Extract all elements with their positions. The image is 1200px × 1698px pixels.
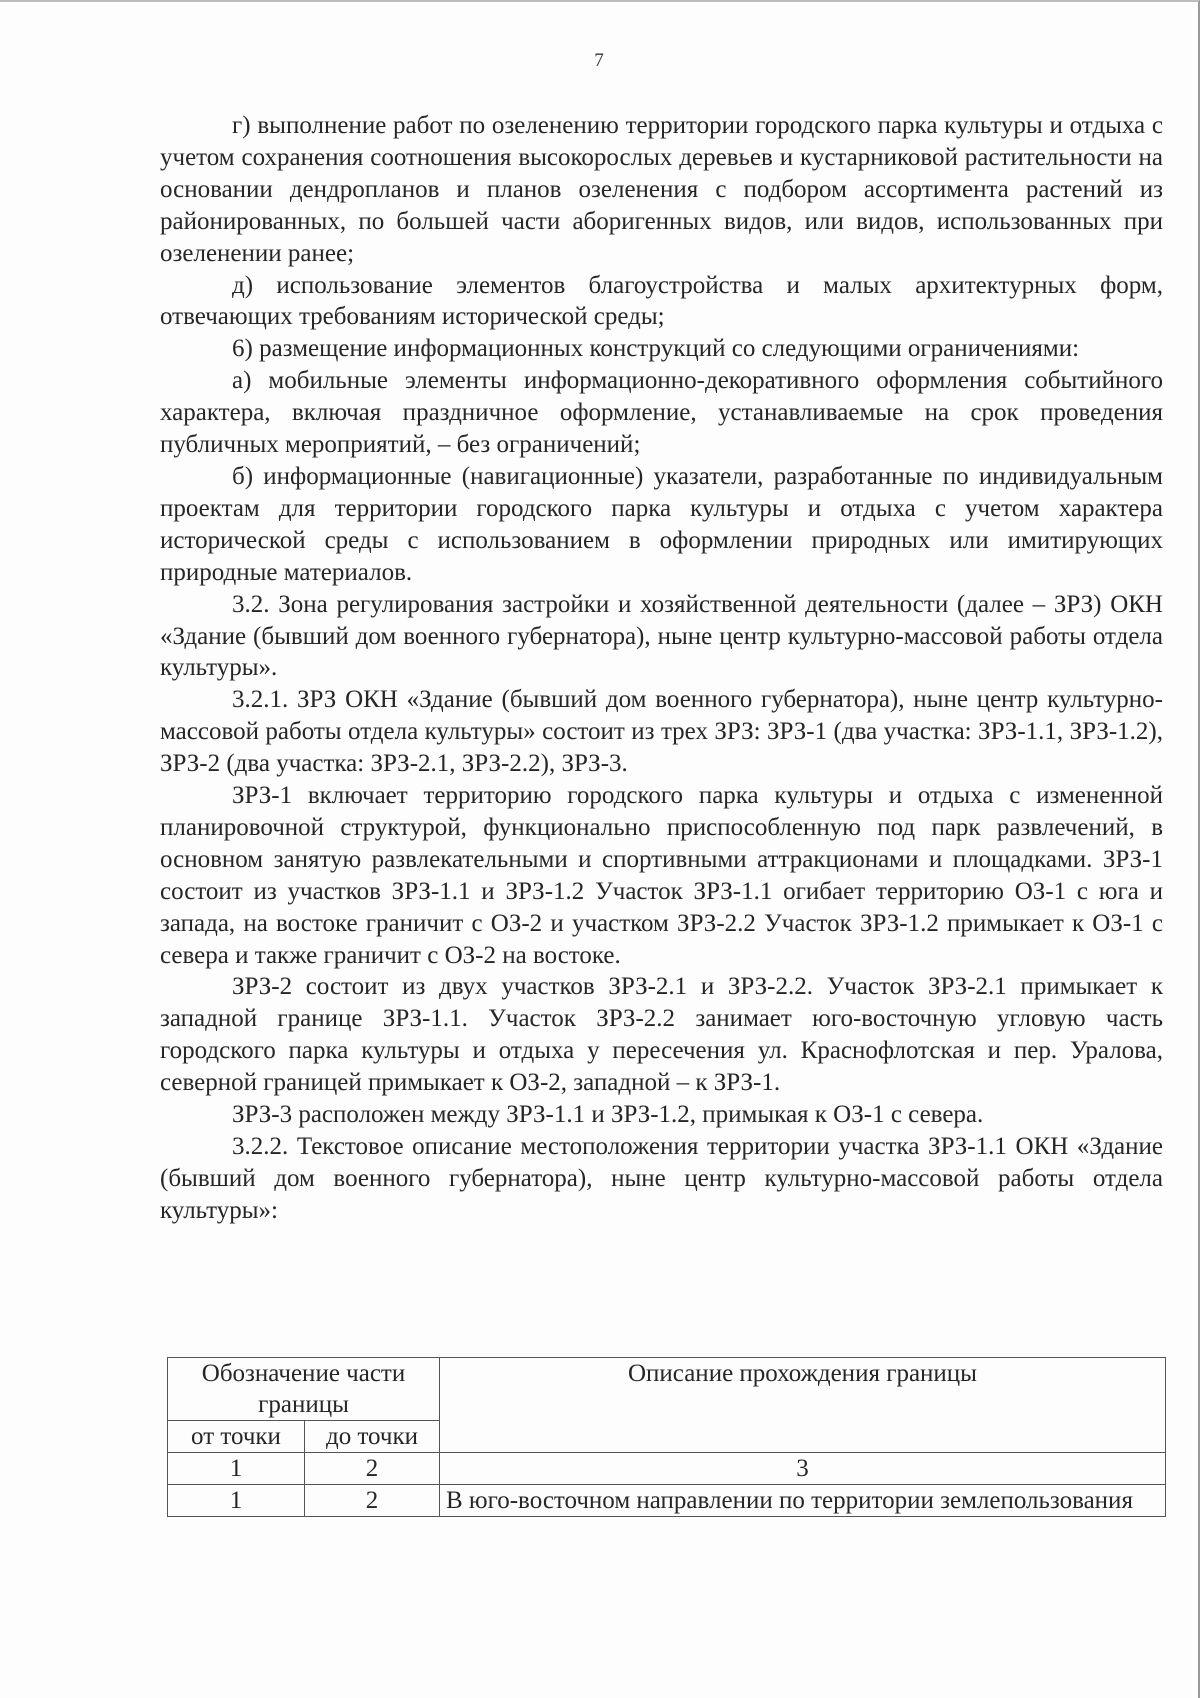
- paragraph-mobile-elements: а) мобильные элементы информационно-декоративного оформления событийного характера, включая праздничное оформление, устанавливаемые на срок проведения публичных мероприятий, – без ограничений;: [160, 367, 1163, 459]
- header-from-point: от точки: [168, 1421, 305, 1453]
- header-to-point: до точки: [305, 1421, 440, 1453]
- paragraph-zrz-3: ЗРЗ-3 расположен между ЗРЗ-1.1 и ЗРЗ-1.2, примыкая к ОЗ-1 с севера.: [232, 1101, 984, 1129]
- table-column-number-row: [168, 1453, 1166, 1485]
- table-row: [168, 1485, 1166, 1517]
- column-number-2: 2: [305, 1453, 440, 1485]
- paragraph-section-3-2: 3.2. Зона регулирования застройки и хозяйственной деятельности (далее – ЗРЗ) ОКН «Здание (бывший дом военного губернатора), ныне центр культурно-массовой работы отдела культуры».: [160, 590, 1163, 682]
- boundary-table: [167, 1357, 1166, 1517]
- document-body: [160, 110, 1163, 1227]
- paragraph-landscaping-elements: д) использование элементов благоустройства и малых архитектурных форм, отвечающих требованиям исторической среды;: [160, 271, 1163, 331]
- table-header-row: [168, 1358, 1166, 1421]
- paragraph-section-3-2-1: 3.2.1. ЗРЗ ОКН «Здание (бывший дом военного губернатора), ныне центр культурно-массовой работы отдела культуры» состоит из трех ЗРЗ: ЗРЗ-1 (два участка: ЗРЗ-1.1, ЗРЗ-1.2), ЗРЗ-2 (два участка: ЗРЗ-2.1, ЗРЗ-2.2), ЗРЗ-3.: [160, 686, 1163, 778]
- cell-from-point: 1: [168, 1485, 305, 1517]
- cell-description: В юго-восточном направлении по территории землепользования: [440, 1485, 1166, 1517]
- cell-to-point: 2: [305, 1485, 440, 1517]
- column-number-3: 3: [440, 1453, 1166, 1485]
- column-number-1: 1: [168, 1453, 305, 1485]
- paragraph-info-structures: 6) размещение информационных конструкций со следующими ограничениями:: [232, 335, 1080, 363]
- paragraph-greening: г) выполнение работ по озеленению территории городского парка культуры и отдыха с учетом сохранения соотношения высокорослых деревьев и кустарниковой растительности на основании дендропланов и планов озеленения с подбором ассортимента растений из районированных, по большей части аборигенных видов, или видов, использованных при озеленении ранее;: [160, 112, 1163, 267]
- page-number: 7: [594, 50, 604, 71]
- header-boundary-part: Обозначение части границы: [168, 1358, 440, 1421]
- header-description: Описание прохождения границы: [440, 1358, 1166, 1453]
- paragraph-navigation-signs: б) информационные (навигационные) указатели, разработанные по индивидуальным проектам для территории городского парка культуры и отдыха с учетом характера исторической среды с использованием в оформлении природных или имитирующих природные материалов.: [160, 462, 1163, 586]
- paragraph-zrz-1: ЗРЗ-1 включает территорию городского парка культуры и отдыха с измененной планировочной структурой, функционально приспособленную под парк развлечений, в основном занятую развлекательными и спортивными аттракционами и площадками. ЗРЗ-1 состоит из участков ЗРЗ-1.1 и ЗРЗ-1.2 Участок ЗРЗ-1.1 огибает территорию ОЗ-1 с юга и запада, на востоке граничит с ОЗ-2 и участком ЗРЗ-2.2 Участок ЗРЗ-1.2 примыкает к ОЗ-1 с севера и также граничит с ОЗ-2 на востоке.: [160, 782, 1163, 969]
- paragraph-zrz-2: ЗРЗ-2 состоит из двух участков ЗРЗ-2.1 и ЗРЗ-2.2. Участок ЗРЗ-2.1 примыкает к западной границе ЗРЗ-1.1. Участок ЗРЗ-2.2 занимает юго-восточную угловую часть городского парка культуры и отдыха у пересечения ул. Краснофлотская и пер. Уралова, северной границей примыкает к ОЗ-2, западной – к ЗРЗ-1.: [160, 973, 1163, 1097]
- paragraph-section-3-2-2: 3.2.2. Текстовое описание местоположения территории участка ЗРЗ-1.1 ОКН «Здание (бывший дом военного губернатора), ныне центр культурно-массовой работы отдела культуры»:: [160, 1133, 1163, 1224]
